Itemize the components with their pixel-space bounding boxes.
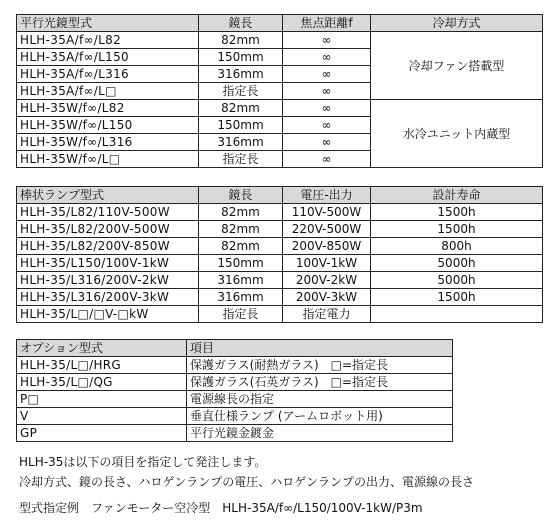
note-line: 冷却方式、鏡の長さ、ハロゲンランプの電圧、ハロゲンランプの出力、電源線の長さ — [19, 475, 475, 489]
table-row — [17, 289, 543, 306]
note-line: HLH-35は以下の項目を指定して発注します。 — [19, 455, 267, 469]
lamp-model-table — [16, 186, 543, 323]
length-cell: 82mm — [199, 100, 283, 117]
length-cell: 150mm — [199, 49, 283, 66]
model-cell: HLH-35A/f∞/L316 — [17, 66, 199, 83]
voltage-cell: 指定電力 — [283, 306, 371, 323]
header-mirror-model: 平行光鏡型式 — [17, 15, 199, 32]
cooling-water-cell: 水冷ユニット内蔵型 — [371, 100, 543, 168]
model-cell: HLH-35A/f∞/L150 — [17, 49, 199, 66]
header-lamp-model: 棒状ランプ型式 — [17, 187, 199, 204]
voltage-cell: 220V-500W — [283, 221, 371, 238]
life-cell: 1500h — [371, 204, 543, 221]
option-item-cell: 平行光鏡金鍍金 — [187, 425, 453, 442]
model-cell: HLH-35A/f∞/L82 — [17, 32, 199, 49]
table-row — [17, 374, 453, 391]
life-cell: 800h — [371, 238, 543, 255]
option-model-cell: P□ — [17, 391, 187, 408]
focal-cell: ∞ — [283, 117, 371, 134]
focal-cell: ∞ — [283, 66, 371, 83]
length-cell: 150mm — [199, 117, 283, 134]
header-cooling-method: 冷却方式 — [371, 15, 543, 32]
table-row — [17, 32, 543, 49]
option-model-cell: GP — [17, 425, 187, 442]
length-cell: 82mm — [199, 238, 283, 255]
model-cell: HLH-35A/f∞/L□ — [17, 83, 199, 100]
life-cell — [371, 306, 543, 323]
length-cell: 316mm — [199, 289, 283, 306]
length-cell: 82mm — [199, 221, 283, 238]
life-cell: 5000h — [371, 255, 543, 272]
table-row — [17, 221, 543, 238]
model-cell: HLH-35/L150/100V-1kW — [17, 255, 199, 272]
option-item-cell: 保護ガラス(耐熱ガラス) □=指定長 — [187, 357, 453, 374]
model-cell: HLH-35/L82/200V-500W — [17, 221, 199, 238]
length-cell: 指定長 — [199, 83, 283, 100]
option-model-cell: HLH-35/L□/QG — [17, 374, 187, 391]
length-cell: 指定長 — [199, 306, 283, 323]
focal-cell: ∞ — [283, 83, 371, 100]
table-row — [17, 238, 543, 255]
header-mirror-length: 鏡長 — [199, 187, 283, 204]
model-cell: HLH-35/L82/200V-850W — [17, 238, 199, 255]
header-focal-length: 焦点距離f — [283, 15, 371, 32]
option-item-cell: 電源線長の指定 — [187, 391, 453, 408]
length-cell: 316mm — [199, 272, 283, 289]
table-header-row — [17, 187, 543, 204]
table-row — [17, 425, 453, 442]
table-row — [17, 272, 543, 289]
order-notes — [19, 452, 544, 518]
focal-cell: ∞ — [283, 151, 371, 168]
model-cell: HLH-35W/f∞/L150 — [17, 117, 199, 134]
header-item: 項目 — [187, 340, 453, 357]
table-row — [17, 408, 453, 425]
table-row — [17, 255, 543, 272]
model-cell: HLH-35W/f∞/L□ — [17, 151, 199, 168]
length-cell: 316mm — [199, 66, 283, 83]
life-cell: 1500h — [371, 221, 543, 238]
length-cell: 316mm — [199, 134, 283, 151]
header-design-life: 設計寿命 — [371, 187, 543, 204]
table-row — [17, 100, 543, 117]
focal-cell: ∞ — [283, 100, 371, 117]
option-item-cell: 保護ガラス(石英ガラス) □=指定長 — [187, 374, 453, 391]
voltage-cell: 110V-500W — [283, 204, 371, 221]
life-cell: 1500h — [371, 289, 543, 306]
header-mirror-length: 鏡長 — [199, 15, 283, 32]
focal-cell: ∞ — [283, 134, 371, 151]
note-line: 型式指定例 ファンモーター空冷型 HLH-35A/f∞/L150/100V-1kW/P3m — [19, 501, 423, 515]
focal-cell: ∞ — [283, 49, 371, 66]
option-item-cell: 垂直仕様ランプ (アームロボット用) — [187, 408, 453, 425]
length-cell: 82mm — [199, 204, 283, 221]
voltage-cell: 200V-850W — [283, 238, 371, 255]
table-row — [17, 391, 453, 408]
model-cell: HLH-35/L316/200V-3kW — [17, 289, 199, 306]
focal-cell: ∞ — [283, 32, 371, 49]
voltage-cell: 100V-1kW — [283, 255, 371, 272]
length-cell: 82mm — [199, 32, 283, 49]
mirror-model-table — [16, 14, 543, 168]
table-header-row — [17, 15, 543, 32]
option-model-cell: V — [17, 408, 187, 425]
length-cell: 指定長 — [199, 151, 283, 168]
table-header-row — [17, 340, 453, 357]
voltage-cell: 200V-2kW — [283, 272, 371, 289]
life-cell: 5000h — [371, 272, 543, 289]
model-cell: HLH-35/L82/110V-500W — [17, 204, 199, 221]
model-cell: HLH-35/L316/200V-2kW — [17, 272, 199, 289]
table-row — [17, 357, 453, 374]
length-cell: 150mm — [199, 255, 283, 272]
header-option-model: オプション型式 — [17, 340, 187, 357]
header-voltage-output: 電圧-出力 — [283, 187, 371, 204]
voltage-cell: 200V-3kW — [283, 289, 371, 306]
model-cell: HLH-35W/f∞/L82 — [17, 100, 199, 117]
option-table — [16, 339, 453, 442]
cooling-fan-cell: 冷却ファン搭載型 — [371, 32, 543, 100]
model-cell: HLH-35/L□/□V-□kW — [17, 306, 199, 323]
option-model-cell: HLH-35/L□/HRG — [17, 357, 187, 374]
table-row — [17, 306, 543, 323]
model-cell: HLH-35W/f∞/L316 — [17, 134, 199, 151]
table-row — [17, 204, 543, 221]
